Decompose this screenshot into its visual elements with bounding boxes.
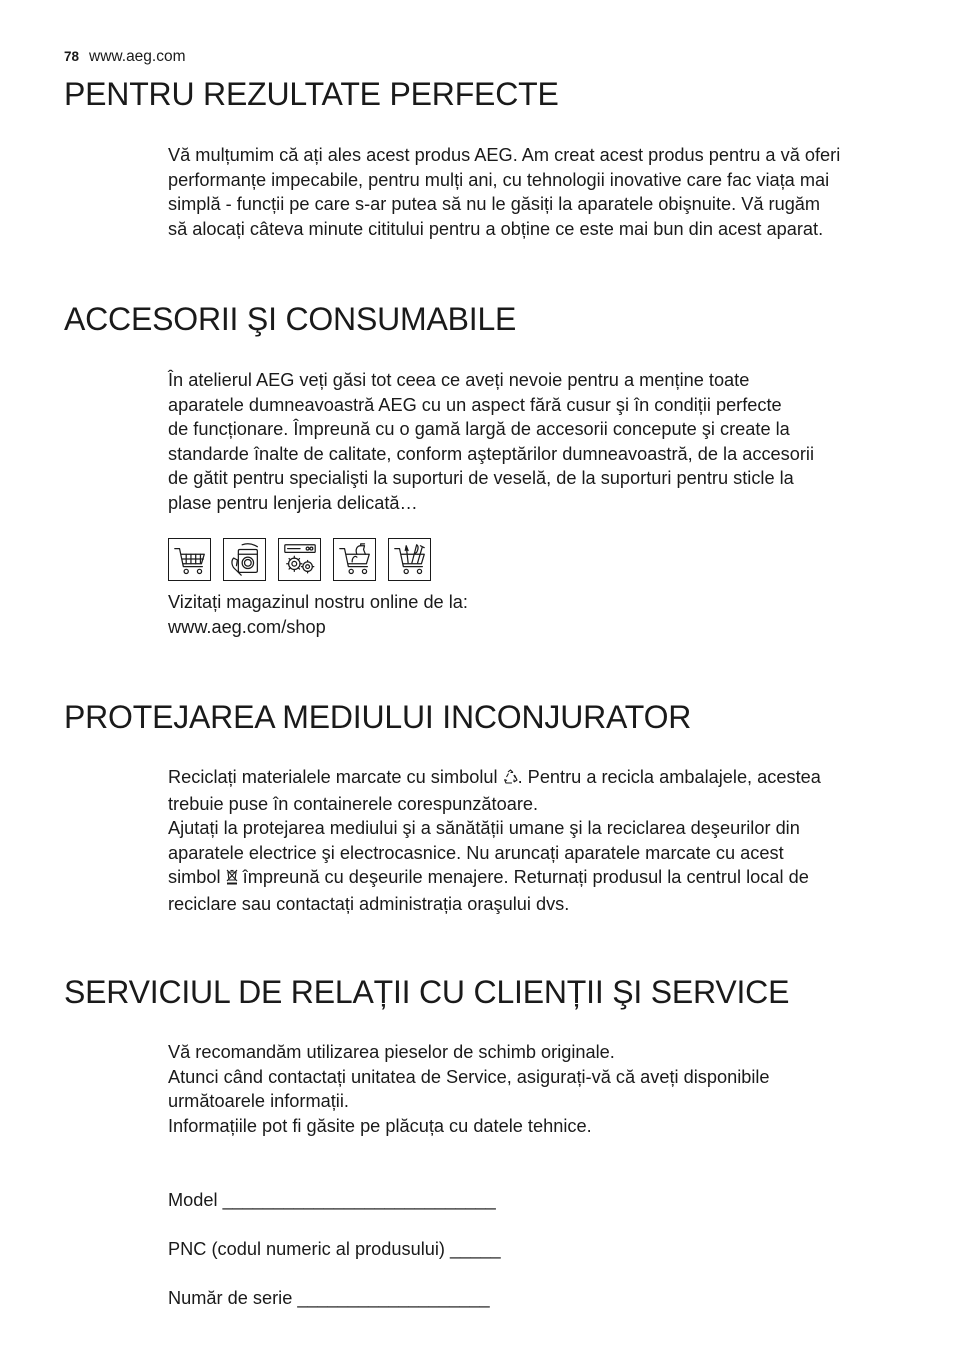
environment-line: reciclare sau contactați administrația oraşului dvs. [168,893,570,914]
serial-number-field-line: Număr de serie ___________________ [168,1288,490,1308]
environment-line: trebuie puse în containerele corespunzătoare. [168,793,539,814]
recycle-icon [503,767,518,792]
shop-url-link[interactable]: www.aeg.com/shop [168,616,326,637]
section-title-accessories: ACCESORII ŞI CONSUMABILE [64,301,517,337]
environment-line: aparatele electrice şi electrocasnice. Nu aruncați aparatele marcate cu acest [168,842,784,863]
service-line: următoarele informații. [168,1091,349,1112]
shopping-cart-appliance-gears-icon [278,538,321,581]
website-link[interactable]: www.aeg.com [89,48,186,65]
accessories-line: aparatele dumneavoastră AEG cu un aspect fără cusur şi în condiții perfecte [168,394,782,415]
environment-line [168,865,928,892]
shop-visit-text: Vizitați magazinul nostru online de la: [168,592,468,612]
shopping-cart-basket-icon [168,538,211,581]
service-line: Informațiile pot fi găsite pe plăcuța cu datele tehnice. [168,1115,592,1136]
section-title-environment: PROTEJAREA MEDIULUI INCONJURATOR [64,699,692,735]
pnc-field-line: PNC (codul numeric al produsului) _____ [168,1239,501,1259]
environment-line [168,765,928,792]
crossed-bin-icon [226,867,238,892]
page-number: 78 [64,49,80,64]
service-line: Atunci când contactați unitatea de Service, asigurați-vă că aveți disponibile [168,1066,770,1087]
shop-icons-row [168,538,431,583]
results-line: să alocați câteva minute cititului pentru a obține ce este mai bun din acest aparat. [168,218,824,239]
environment-body [168,765,928,917]
accessories-line: În atelierul AEG veți găsi tot ceea ce aveți nevoie pentru a menține toate [168,370,750,390]
shop-visit-block [168,590,928,639]
shopping-cart-kitchen-utensils-icon [388,538,431,581]
section-title-results: PENTRU REZULTATE PERFECTE [64,76,559,112]
shopping-cart-washing-machine-icon [223,538,266,581]
page-header [64,47,186,67]
accessories-line: standarde înalte de calitate, conform aşteptărilor dumneavoastră, de la accesorii [168,443,815,464]
results-line: performanțe impecabile, pentru mulți ani, cu tehnologii inovative care fac viața mai [168,169,830,190]
environment-line-text: Reciclați materialele marcate cu simbolul [168,767,503,787]
accessories-line: de gătit pentru specialişti la suporturi de veselă, de la suporturi pentru sticle la [168,468,794,489]
results-line: Vă mulțumim că ați ales acest produs AEG. Am creat acest produs pentru a vă oferi [168,145,841,165]
accessories-line: plase pentru lenjeria delicată… [168,492,418,513]
environment-line: Ajutați la protejarea mediului şi a sănătății umane şi la reciclarea deşeurilor din [168,818,800,839]
accessories-body [168,368,928,516]
service-line: Vă recomandăm utilizarea pieselor de schimb originale. [168,1042,615,1062]
results-body [168,143,928,241]
service-body [168,1040,928,1138]
results-line: simplă - funcții pe care s-ar putea să nu le găsiți la aparatele obişnuite. Vă rugăm [168,194,821,215]
environment-line-text: simbol [168,867,226,888]
accessories-line: de funcționare. Împreună cu o gamă largă de accesorii concepute şi create la [168,419,790,440]
shopping-cart-cleaning-products-icon [333,538,376,581]
model-field-line: Model ___________________________ [168,1190,496,1210]
environment-line-text: împreună cu deşeurile menajere. Returnați produsul la centrul local de [237,867,809,888]
environment-line-text: . Pentru a recicla ambalajele, acestea [517,767,821,787]
section-title-service: SERVICIUL DE RELAȚII CU CLIENȚII ŞI SERVICE [64,974,790,1010]
